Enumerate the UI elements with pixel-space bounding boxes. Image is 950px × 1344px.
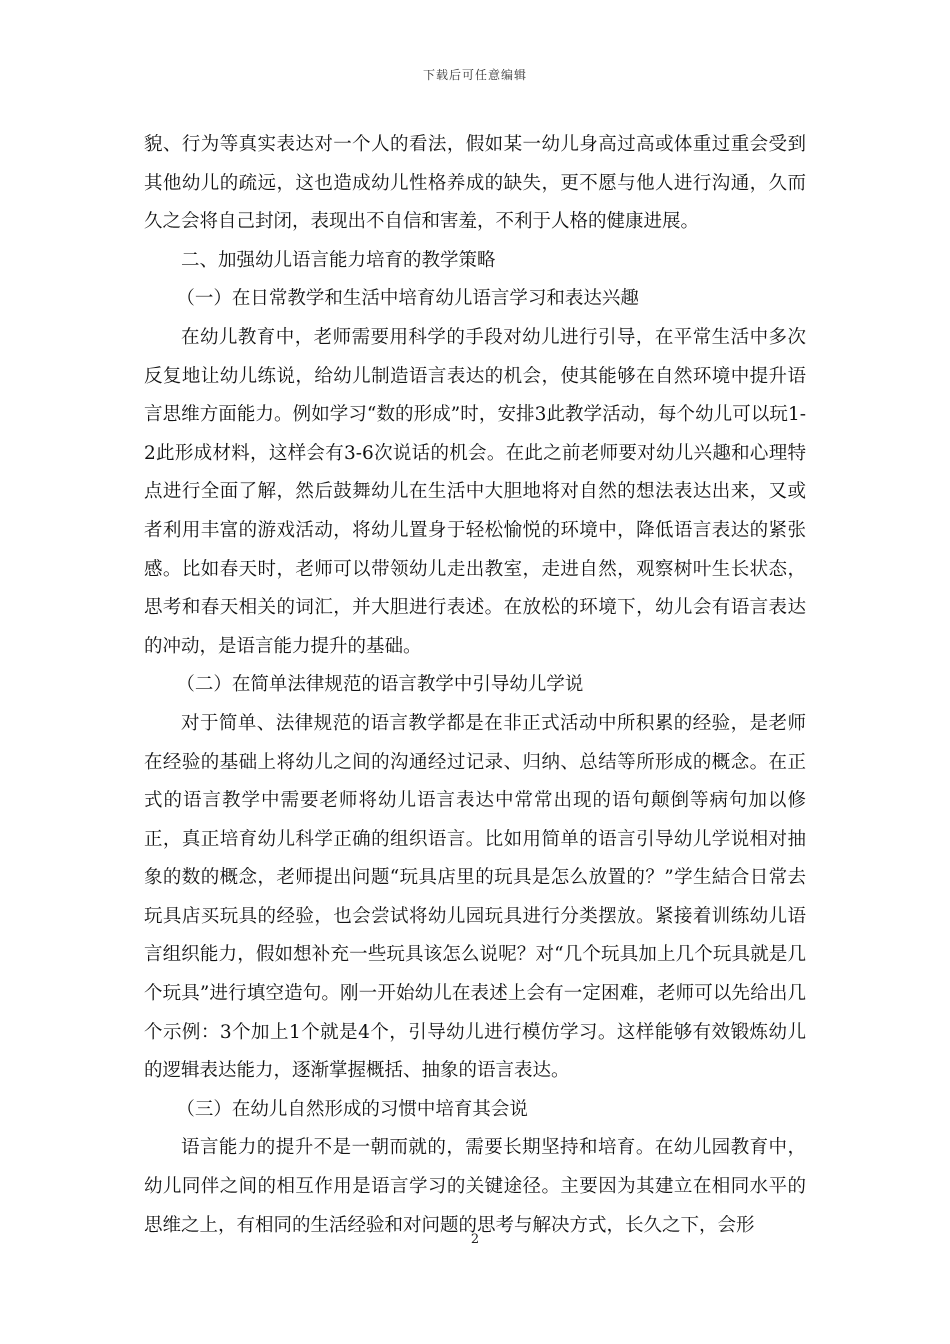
page-header: 下载后可任意编辑: [422, 68, 527, 82]
subsection-heading-3: （三）在幼儿自然形成的习惯中培育其会说: [176, 1098, 528, 1120]
subsection-heading-1: （一）在日常教学和生活中培育幼儿语言学习和表达兴趣: [176, 288, 639, 310]
paragraph-continued: 貌、行为等真实表达对一个人的看法，假如某一幼儿身高过高或体重过重会受到其他幼儿的疏远，这也造成幼儿性格养成的缺失，更不愿与他人进行沟通，久而久之会将自己封闭，表现出不自信和害羞，不利于人格的健康进展。: [144, 134, 806, 233]
paragraph: 在幼儿教育中，老师需要用科学的手段对幼儿进行引导，在平常生活中多次反复地让幼儿练说，给幼儿制造语言表达的机会，使其能够在自然环境中提升语言思维方面能力。例如学习“数的形成”时，安排3此教学活动，每个幼儿可以玩1-2此形成材料，这样会有3-6次说话的机会。在此之前老师要对幼儿兴趣和心理特点进行全面了解，然后鼓舞幼儿在生活中大胆地将对自然的想法表达出来，又或者利用丰富的游戏活动，将幼儿置身于轻松愉悦的环境中，降低语言表达的紧张感。比如春天时，老师可以带领幼儿走出教室，走进自然，观察树叶生长状态，思考和春天相关的词汇，并大胆进行表述。在放松的环境下，幼儿会有语言表达的冲动，是语言能力提升的基础。: [144, 326, 806, 657]
paragraph: 对于简单、法律规范的语言教学都是在非正式活动中所积累的经验，是老师在经验的基础上将幼儿之间的沟通经过记录、归纳、总结等所形成的概念。在正式的语言教学中需要老师将幼儿语言表达中常常出现的语句颠倒等病句加以修正，真正培育幼儿科学正确的组织语言。比如用简单的语言引导幼儿学说相对抽象的数的概念，老师提出问题“玩具店里的玩具是怎么放置的？”学生結合日常去玩具店买玩具的经验，也会尝试将幼儿园玩具进行分类摆放。紧接着训练幼儿语言组织能力，假如想补充一些玩具该怎么说呢？对“几个玩具加上几个玩具就是几个玩具”进行填空造句。刚一开始幼儿在表述上会有一定困难，老师可以先给出几个示例：3个加上1个就是4个，引导幼儿进行模仿学习。这样能够有效锻炼幼儿的逻辑表达能力，逐渐掌握概括、抽象的语言表达。: [144, 712, 806, 1082]
page-number: 2: [470, 1232, 480, 1247]
section-heading: 二、加强幼儿语言能力培育的教学策略: [181, 249, 496, 271]
paragraph: 语言能力的提升不是一朝而就的，需要长期坚持和培育。在幼儿园教育中，幼儿同伴之间的相互作用是语言学习的关键途径。主要因为其建立在相同水平的思维之上，有相同的生活经验和对问题的思考与解决方式，长久之下，会形: [144, 1137, 806, 1236]
subsection-heading-2: （二）在简单法律规范的语言教学中引导幼儿学说: [176, 674, 584, 696]
document-body: [144, 126, 806, 1245]
